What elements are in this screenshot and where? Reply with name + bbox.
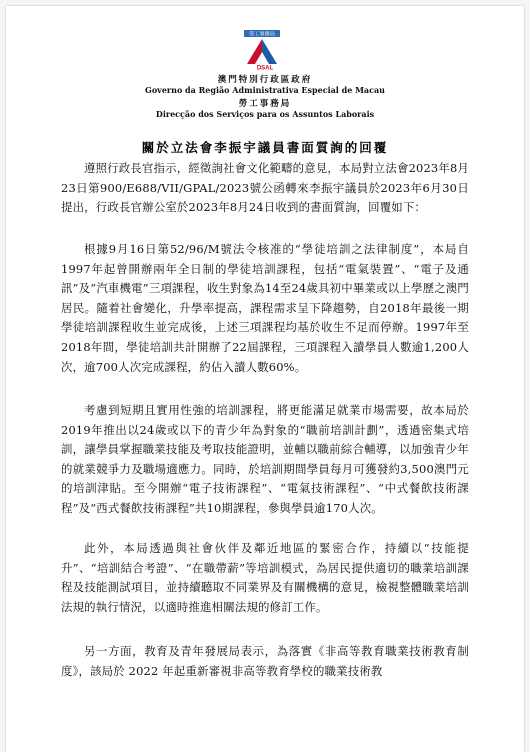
- paragraph-partnership: 此外，本局透過與社會伙伴及鄰近地區的緊密合作，持續以“技能提升”、“培訓結合考證”、“在職帶薪”等培訓模式，為居民提供適切的職業培訓課程及技能測試項目，並持續聽取不同業界及有關機構的意見，檢視整體職業培訓法規的執行情況，以適時推進相關法規的修訂工作。: [61, 541, 469, 614]
- department-name-pt: Direcção dos Serviços para os Assuntos Laborais: [155, 109, 375, 119]
- svg-text:DSAL: DSAL: [256, 65, 274, 70]
- document-title: 關於立法會李振宇議員書面質詢的回覆: [141, 140, 389, 155]
- dsal-logo: [241, 30, 283, 70]
- government-name-pt: Governo da Região Administrativa Especial de Macau: [145, 85, 385, 95]
- paragraph-intro: 遵照行政長官指示，經徵詢社會文化範疇的意見，本局對立法會2023年8月23日第900/E688/VII/GPAL/2023號公函轉來李振宇議員於2023年6月30日提出，行政長官辦公室於2023年8月24日收到的書面質詢，回覆如下：: [61, 161, 469, 215]
- paragraph-education-bureau: 另一方面，教育及青年發展局表示，為落實《非高等教育職業技術教育制度》，該局於 2022 年起重新審視非高等教育學校的職業技術教: [61, 644, 469, 678]
- government-name-cn: 澳門特別行政區政府: [217, 75, 313, 85]
- paragraph-apprentice-training: 根據9月16日第52/96/M號法令核准的“學徒培訓之法律制度”，本局自1997年起曾開辦兩年全日制的學徒培訓課程，包括“電氣裝置”、“電子及通訊”及“汽車機電”三項課程，收生對象為14至24歲具初中畢業或以上學歷之澳門居民。隨着社會變化，升學率提高，課程需求呈下降趨勢，自2018年最後一期學徒培訓課程收生並完成後，上述三項課程均基於收生不足而停辦。1997年至2018年間，學徒培訓共計開辦了22屆課程，三項課程入讀學員人數逾1,200人次，逾700人次完成課程，約佔入讀人數60%。: [61, 242, 469, 374]
- paragraph-pre-employment: 考慮到短期且實用性強的培訓課程，將更能滿足就業市場需要，故本局於2019年推出以24歲或以下的青少年為對象的“職前培訓計劃”，透過密集式培訓，讓學員掌握職業技能及考取技能證明，並輔以職前綜合輔導，以加強青少年的就業競爭力及職場適應力。同時，於培訓期間學員每月可獲發約3,500澳門元的培訓津貼。至今開辦“電子技術課程”、“電氣技術課程”、“中式餐飲技術課程”及“西式餐飲技術課程”共10期課程，參與學員逾170人次。: [61, 403, 469, 515]
- svg-text:勞工事務局: 勞工事務局: [249, 31, 275, 38]
- department-name-cn: 勞工事務局: [238, 99, 292, 109]
